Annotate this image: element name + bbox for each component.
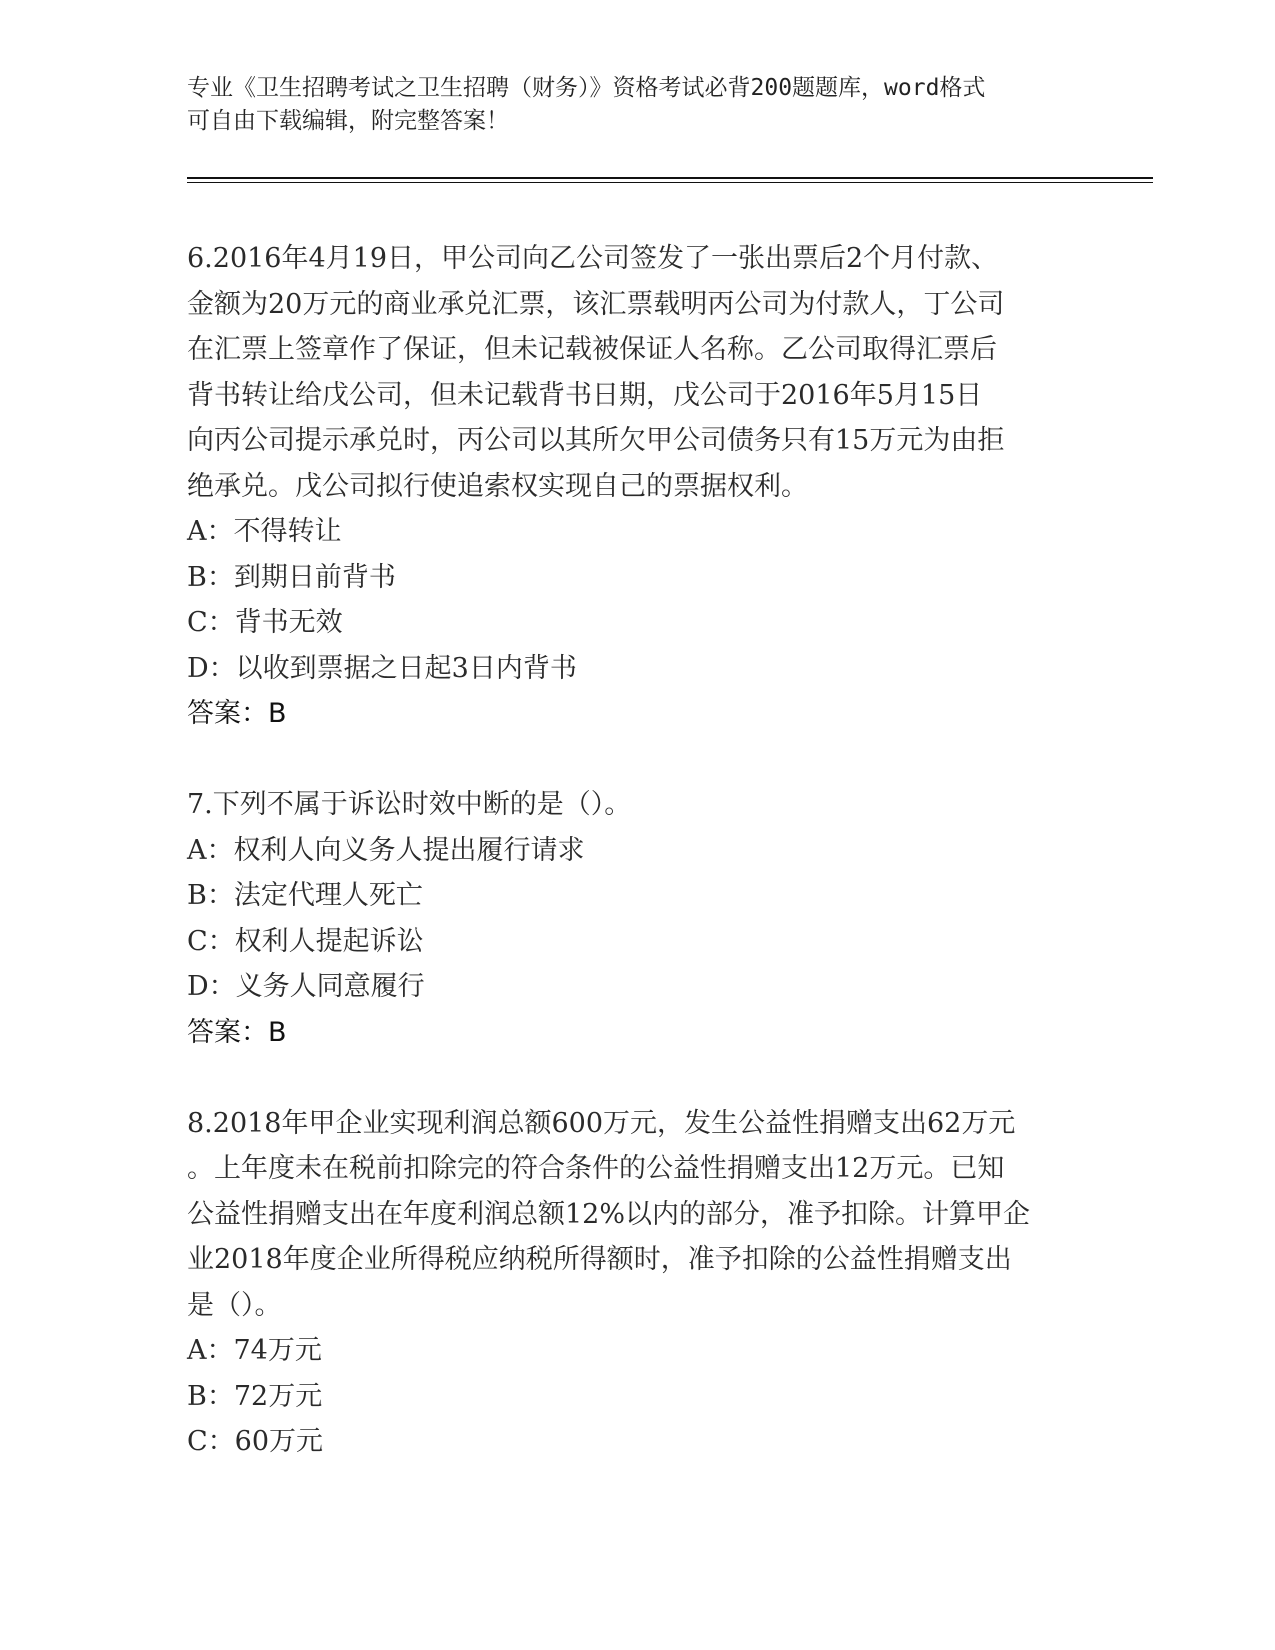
question-7-option-a: A：权利人向义务人提出履行请求 [187,834,585,866]
question-6-option-b: B：到期日前背书 [187,561,396,593]
question-8-stem-line: 业2018年度企业所得税应纳税所得额时，准予扣除的公益性捐赠支出 [187,1244,1012,1275]
question-6-stem-line: 6.2016年4月19日，甲公司向乙公司签发了一张出票后2个月付款、 [187,243,999,274]
question-6-answer: 答案：B [187,698,287,729]
question-6-stem-line: 向丙公司提示承兑时，丙公司以其所欠甲公司债务只有15万元为由拒 [187,425,1005,456]
question-7-option-b: B：法定代理人死亡 [187,880,423,911]
spacer [187,737,1087,783]
question-8-stem-line: 。上年度未在税前扣除完的符合条件的公益性捐赠支出12万元。已知 [187,1153,1005,1184]
question-7-option-c: C：权利人提起诉讼 [187,925,424,957]
question-7-answer: 答案：B [187,1016,287,1048]
question-list [187,236,1087,1465]
question-7 [187,782,1087,1055]
question-6-stem-line: 背书转让给戊公司，但未记载背书日期，戊公司于2016年5月15日 [187,379,983,411]
question-6-option-d: D：以收到票据之日起3日内背书 [187,652,577,684]
question-8-stem-line: 是（）。 [187,1289,282,1321]
question-8-option-c: C：60万元 [187,1426,324,1457]
question-8-stem-line: 8.2018年甲企业实现利润总额600万元，发生公益性捐赠支出62万元 [187,1107,1016,1139]
question-6-stem-line: 在汇票上签章作了保证，但未记载被保证人名称。乙公司取得汇票后 [187,334,997,365]
header-divider-thick [187,177,1153,179]
question-8-option-b: B：72万元 [187,1380,323,1412]
header-divider-thin [187,182,1153,183]
question-6-option-a: A：不得转让 [187,516,342,547]
question-7-option-d: D：义务人同意履行 [187,971,425,1002]
spacer [187,1055,1087,1101]
question-6 [187,236,1087,737]
document-header [187,72,1067,138]
question-8-option-a: A：74万元 [187,1335,322,1366]
question-6-stem-line: 绝承兑。戊公司拟行使追索权实现自己的票据权利。 [187,470,808,502]
question-8-stem-line: 公益性捐赠支出在年度利润总额12%以内的部分，准予扣除。计算甲企 [187,1198,1031,1230]
header-line-1: 专业《卫生招聘考试之卫生招聘（财务）》资格考试必背200题题库，word格式 [187,75,986,101]
header-line-2: 可自由下载编辑，附完整答案！ [187,108,509,134]
question-8 [187,1101,1087,1465]
question-7-stem-line: 7.下列不属于诉讼时效中断的是（）。 [187,789,632,820]
question-6-stem-line: 金额为20万元的商业承兑汇票，该汇票载明丙公司为付款人，丁公司 [187,288,1005,320]
question-6-option-c: C：背书无效 [187,607,343,638]
